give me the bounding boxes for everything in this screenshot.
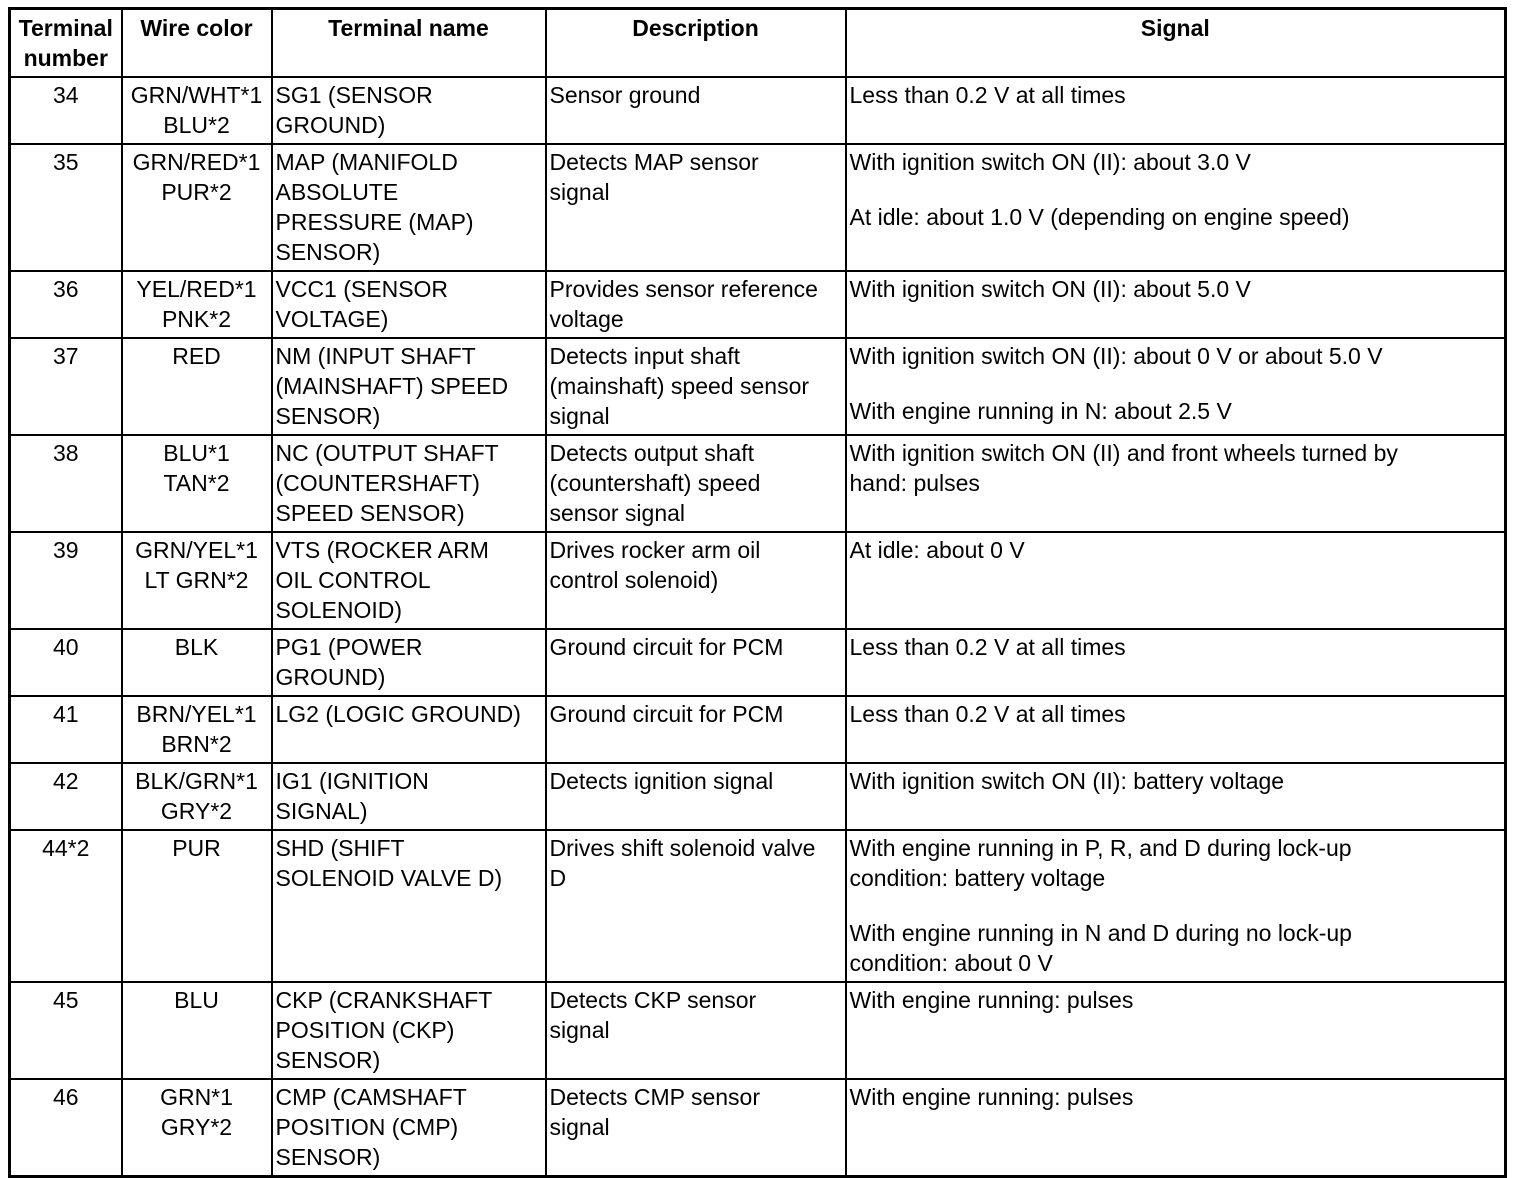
description-line: Detects input shaft [549,343,740,369]
cell-signal [846,77,1506,144]
wire-color-line: LT GRN*2 [144,567,249,593]
cell-signal [846,338,1506,435]
table-row [10,982,1506,1079]
wire-color-line: BLK/GRN*1 [135,768,258,794]
terminal-name-line: CKP (CRANKSHAFT [275,987,493,1013]
terminal-name-line: SENSOR) [275,1144,381,1170]
cell-description [546,271,846,338]
description-line: Drives rocker arm oil [549,537,761,563]
signal-line: With ignition switch ON (II) and front wheels turned by [849,440,1398,466]
paragraph-gap [850,371,1502,396]
paragraph-gap [850,177,1502,202]
cell-wire-color [122,1079,272,1177]
terminal-name-line: GROUND) [275,112,386,138]
terminal-name-line: CMP (CAMSHAFT [275,1084,467,1110]
table-row [10,435,1506,532]
table-row [10,629,1506,696]
wire-color-line: GRY*2 [160,798,233,824]
table-row [10,696,1506,763]
terminal-name-line: PRESSURE (MAP) [275,209,474,235]
wire-color-line: GRN/WHT*1 [130,82,263,108]
terminal-signal-table [8,7,1507,1178]
cell-terminal-name [272,271,546,338]
terminal-name-line: GROUND) [275,664,386,690]
cell-description [546,77,846,144]
cell-terminal-name [272,696,546,763]
cell-terminal-name [272,144,546,271]
cell-terminal-name [272,338,546,435]
signal-line: With ignition switch ON (II): about 3.0 V [849,149,1251,175]
table-row [10,532,1506,629]
cell-signal [846,763,1506,830]
description-line: sensor signal [549,500,686,526]
cell-terminal-name [272,982,546,1079]
terminal-name-line: (COUNTERSHAFT) [275,470,480,496]
cell-description [546,435,846,532]
terminal-number-text: 45 [52,987,79,1013]
wire-color-line: BRN/YEL*1 [136,701,257,727]
terminal-name-line: SG1 (SENSOR [275,82,433,108]
signal-line: With ignition switch ON (II): about 5.0 V [849,276,1251,302]
signal-line: Less than 0.2 V at all times [849,701,1126,727]
signal-line: With engine running in N: about 2.5 V [849,398,1232,424]
header-terminal-number-line1: Terminal [18,15,113,41]
wire-color-line: PUR [172,835,221,861]
description-line: signal [549,403,610,429]
cell-terminal-name [272,830,546,982]
header-signal: Signal [846,9,1506,78]
cell-signal [846,271,1506,338]
wire-color-line: GRN*1 [160,1084,233,1110]
header-row [10,9,1506,78]
terminal-name-line: SPEED SENSOR) [275,500,465,526]
cell-signal [846,1079,1506,1177]
terminal-name-line: SENSOR) [275,403,381,429]
cell-description [546,532,846,629]
wire-color-line: BLK [174,634,219,660]
description-line: (countershaft) speed [549,470,761,496]
wire-color-line: BLU [174,987,219,1013]
terminal-name-line: SENSOR) [275,239,381,265]
cell-terminal-number [10,144,122,271]
terminal-name-line: VOLTAGE) [275,306,389,332]
description-line: Detects MAP sensor [549,149,759,175]
description-line: (mainshaft) speed sensor [549,373,810,399]
wire-color-line: GRN/YEL*1 [135,537,258,563]
terminal-number-text: 35 [52,149,79,175]
terminal-name-line: NC (OUTPUT SHAFT [275,440,499,466]
cell-signal [846,830,1506,982]
terminal-name-line: OIL CONTROL [275,567,431,593]
header-wire-color: Wire color [122,9,272,78]
description-line: Sensor ground [549,82,701,108]
wire-color-line: BRN*2 [161,731,232,757]
cell-terminal-name [272,1079,546,1177]
description-line: Detects CMP sensor [549,1084,760,1110]
description-line: Provides sensor reference [549,276,818,302]
cell-wire-color [122,338,272,435]
header-terminal-number [10,9,122,78]
cell-description [546,982,846,1079]
table-row [10,271,1506,338]
signal-line: With engine running: pulses [849,1084,1134,1110]
cell-terminal-number [10,532,122,629]
signal-line: With engine running: pulses [849,987,1134,1013]
cell-terminal-number [10,982,122,1079]
terminal-name-line: MAP (MANIFOLD [275,149,458,175]
cell-wire-color [122,830,272,982]
terminal-name-line: SIGNAL) [275,798,368,824]
table-body [10,77,1506,1177]
signal-line: With engine running in N and D during no lock-up [849,920,1352,946]
cell-terminal-number [10,1079,122,1177]
description-line: Drives shift solenoid valve [549,835,816,861]
table-row [10,77,1506,144]
header-terminal-number-line2: number [23,45,108,71]
terminal-name-line: LG2 (LOGIC GROUND) [275,701,521,727]
terminal-name-line: (MAINSHAFT) SPEED [275,373,509,399]
cell-signal [846,144,1506,271]
header-description: Description [546,9,846,78]
cell-terminal-name [272,77,546,144]
cell-terminal-number [10,830,122,982]
cell-wire-color [122,144,272,271]
terminal-name-line: NM (INPUT SHAFT [275,343,476,369]
description-line: Detects output shaft [549,440,755,466]
wire-color-line: PUR*2 [161,179,232,205]
header-terminal-name: Terminal name [272,9,546,78]
table-row [10,830,1506,982]
cell-wire-color [122,696,272,763]
cell-description [546,830,846,982]
terminal-number-text: 34 [52,82,79,108]
signal-line: At idle: about 1.0 V (depending on engine speed) [849,204,1350,230]
terminal-name-line: SOLENOID VALVE D) [275,865,503,891]
description-line: Detects ignition signal [549,768,774,794]
description-line: signal [549,179,610,205]
signal-line: With engine running in P, R, and D during lock-up [849,835,1352,861]
signal-line: Less than 0.2 V at all times [849,634,1126,660]
cell-wire-color [122,77,272,144]
cell-signal [846,629,1506,696]
cell-terminal-name [272,532,546,629]
terminal-number-text: 37 [52,343,79,369]
wire-color-line: BLU*2 [163,112,230,138]
wire-color-line: PNK*2 [161,306,232,332]
cell-description [546,144,846,271]
cell-wire-color [122,532,272,629]
terminal-number-text: 42 [52,768,79,794]
description-line: signal [549,1017,610,1043]
cell-terminal-number [10,763,122,830]
cell-terminal-number [10,629,122,696]
paragraph-gap [850,893,1502,918]
signal-line: condition: battery voltage [849,865,1106,891]
cell-wire-color [122,271,272,338]
terminal-name-line: SENSOR) [275,1047,381,1073]
terminal-number-text: 41 [52,701,79,727]
table-row [10,338,1506,435]
table-row [10,1079,1506,1177]
cell-wire-color [122,629,272,696]
terminal-name-line: POSITION (CKP) [275,1017,455,1043]
terminal-name-line: IG1 (IGNITION [275,768,429,794]
cell-terminal-number [10,77,122,144]
cell-description [546,1079,846,1177]
wire-color-line: TAN*2 [163,470,230,496]
signal-line: Less than 0.2 V at all times [849,82,1126,108]
description-line: signal [549,1114,610,1140]
table-row [10,144,1506,271]
description-line: Ground circuit for PCM [549,634,784,660]
cell-description [546,763,846,830]
signal-line: With ignition switch ON (II): battery voltage [849,768,1285,794]
terminal-name-line: VCC1 (SENSOR [275,276,449,302]
description-line: Detects CKP sensor [549,987,757,1013]
description-line: Ground circuit for PCM [549,701,784,727]
signal-line: With ignition switch ON (II): about 0 V or about 5.0 V [849,343,1383,369]
cell-terminal-name [272,629,546,696]
cell-signal [846,532,1506,629]
wire-color-line: RED [172,343,221,369]
wire-color-line: GRY*2 [160,1114,233,1140]
cell-terminal-name [272,435,546,532]
terminal-number-text: 36 [52,276,79,302]
signal-line: hand: pulses [849,470,980,496]
cell-terminal-name [272,763,546,830]
cell-wire-color [122,982,272,1079]
description-line: voltage [549,306,624,332]
terminal-name-line: VTS (ROCKER ARM [275,537,489,563]
wire-color-line: GRN/RED*1 [132,149,261,175]
terminal-name-line: POSITION (CMP) [275,1114,459,1140]
terminal-name-line: ABSOLUTE [275,179,399,205]
terminal-number-text: 38 [52,440,79,466]
description-line: D [549,865,567,891]
table-row [10,763,1506,830]
terminal-number-text: 40 [52,634,79,660]
terminal-number-text: 46 [52,1084,79,1110]
signal-line: condition: about 0 V [849,950,1053,976]
terminal-name-line: SOLENOID) [275,597,403,623]
cell-description [546,338,846,435]
cell-signal [846,696,1506,763]
terminal-name-line: SHD (SHIFT [275,835,405,861]
wire-color-line: BLU*1 [163,440,230,466]
terminal-number-text: 39 [52,537,79,563]
cell-terminal-number [10,338,122,435]
cell-signal [846,435,1506,532]
cell-description [546,629,846,696]
cell-wire-color [122,435,272,532]
terminal-name-line: PG1 (POWER [275,634,423,660]
cell-signal [846,982,1506,1079]
cell-wire-color [122,763,272,830]
cell-terminal-number [10,696,122,763]
signal-line: At idle: about 0 V [849,537,1025,563]
description-line: control solenoid) [549,567,719,593]
wire-color-line: YEL/RED*1 [136,276,257,302]
cell-description [546,696,846,763]
cell-terminal-number [10,271,122,338]
terminal-number-text: 44*2 [42,835,90,861]
cell-terminal-number [10,435,122,532]
